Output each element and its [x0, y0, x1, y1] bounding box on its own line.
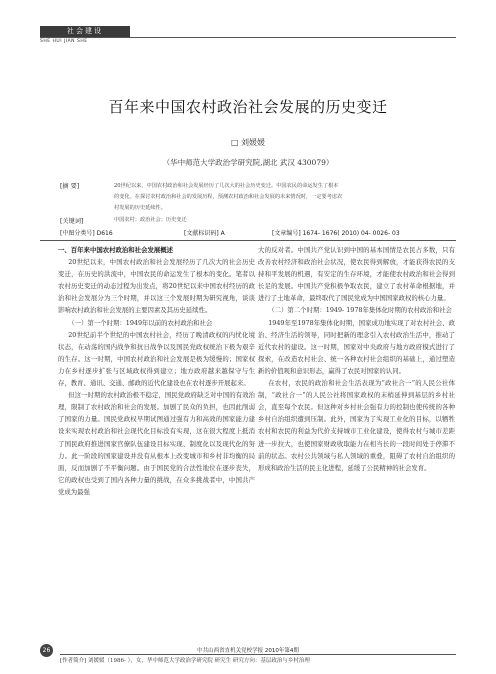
author-note: [作者简介] 刘媛媛（1986- ），女，华中师范大学政治学研究院 研究生 研究方向：基层政治与乡村治理 — [60, 658, 310, 664]
document-code: [文献标识码] A — [184, 230, 225, 237]
abstract-label: [摘 要] — [60, 183, 80, 190]
keywords-text: 中国农村；政治社会；历史变迁 — [114, 217, 187, 223]
article-title: 百年来中国农村政治社会发展的历史变迁 — [108, 98, 388, 116]
abstract-line: 村发展的历史延续性。 — [114, 205, 166, 211]
author-affiliation: （华中师范大学政治学研究院,湖北 武汉 430079） — [162, 158, 334, 167]
right-text-column — [258, 244, 455, 474]
body-paragraph: 20世纪前半个世纪的中国农村社会，经历了晚清政权的内忧化境状态，在动荡的国内战争和抗日战争以及国民党政权统治下极为艰辛的生存。这一时期，中国农村政治和社会发展是极为缓慢的；国家权力在乡村逐步扩张与区域政权得到建立；地方政府越来越保守与生存，教育、通讯、交通、邮政的近代化建设也在农村逐步开展起来。 — [58, 330, 255, 388]
section-heading: 一、百年来中国农村政治和社会发展概述 — [58, 246, 174, 254]
page-number: 26 — [40, 644, 53, 657]
abstract-line: 的变化。在探讨农村政治和社会的发展历程，预测农村政治和社会发展的未来情况时，一定要考虑农 — [114, 194, 343, 200]
article-number: [文章编号] 1674- 1676( 2010) 04- 0026- 03 — [272, 230, 400, 237]
journal-name: 中共山西省直机关党校学报 2010年第4期 — [197, 648, 299, 654]
section-header-label: 社会建设 — [67, 27, 103, 35]
keywords-label: [关键词] — [60, 218, 84, 225]
body-paragraph: 但这一时期的农村政治极不稳定，国民党政府缺乏对中国的有效治理，限制了农村政治和社会的发展。加剧了民众的负担，也因此削弱了国家的力量。国民党政权早期试图通过强有力和高效的国家能力建设来实现农村政治和社会现代化目标没有实现，这在很大程度上抵消了国民政府推进国家官僚队伍建设目标实现、制度化以及现代化的努力。此一阶段的国家建设并没有从根本上改变城市和乡村非均衡的局面，反而加剧了不平衡问题。由于国民党的合法性地位在逐步丧失，它的政权也受到了国内各种力量的挑战，在众多挑战者中，中国共产党成为最强 — [58, 391, 255, 496]
meta-rule — [40, 240, 456, 241]
header-rule — [40, 37, 456, 38]
body-paragraph: 20世纪以来，中国农村政治和社会发展经历了几次大的社会历史变迁，在历史的洪流中，中国农民的命运发生了根本的变化。笔者以农村历史变迁的动态过程为出发点，将20世纪以来中国农村经历的政治和社会发展分为三个时期，并以这三个发展时期为研究视角，谈谈影响农村政治和社会发展的主要因素及其历史延续性。 — [58, 258, 255, 315]
body-paragraph: 大的反对者。中国共产党认识到中国的基本国情是农民占多数，只有改善农村经济和政治社会状况，使农民得到解放，才能获得农民的支持和平发展的机遇，有安定的生存环境，才能使农村政治和社会得到长足的发展。中国共产党积极争取农民，建立了农村革命根据地，并进行了土地革命，最终取代了国民党成为中国国家政权的核心力量。 — [258, 246, 455, 303]
abstract-text — [114, 181, 450, 214]
body-paragraph: 在农村，农民的政治和社会生活表现为“政社合一”的人民公社体制，“政社合一”的人民公社将国家政权的末梢延伸到基层的乡村社会，直至每个农民。但这种对乡村社会强有力的控制也使传统的各种乡村自治组织遭到压制。此外，国家为了实现工业化的目标，以牺牲农村和农民的利益为代价支持城市工业化建设，使得农村与城市差距进一步拉大，也使国家财政收取能力在相当长的一段时间处于停滞不前的状态。农村公共领域与私人领域的重叠，阻碍了农村自治组织的形成和政治生活的民主化进程，延缓了公民精神的社会发育。 — [258, 379, 455, 472]
body-paragraph: 1949年至1978年集体化时期，国家成功地实现了对农村社会、政治、经济生活的领导，同时把新的理念引入农村政治生活中，推动了近代农村的建设。这一时期，国家对中央政府与地方政府模式进行了探索，在改造农村社会、统一各种农村社会组织的基础上，通过塑造新的价值观和意识形态，赢得了农民对国家的认同。 — [258, 318, 455, 375]
abstract-line: 20世纪以来，中国农村政治和社会发展经历了几次大的社会历史变迁。中国农民的命运发生了根本 — [114, 183, 339, 189]
clc-number: [中图分类号] D616 — [60, 230, 113, 237]
subsection-heading: （二）第二个时期：1949- 1978年集体化时期的农村政治和社会 — [268, 306, 452, 315]
author-name: □ 刘媛媛 — [230, 138, 266, 147]
footer-rule — [60, 654, 456, 655]
left-text-column — [58, 244, 255, 498]
section-header-pinyin: SHE HUI JIAN SHE — [40, 39, 88, 44]
subsection-heading: （一）第一个时期：1949年以前的农村政治和社会 — [68, 318, 213, 327]
